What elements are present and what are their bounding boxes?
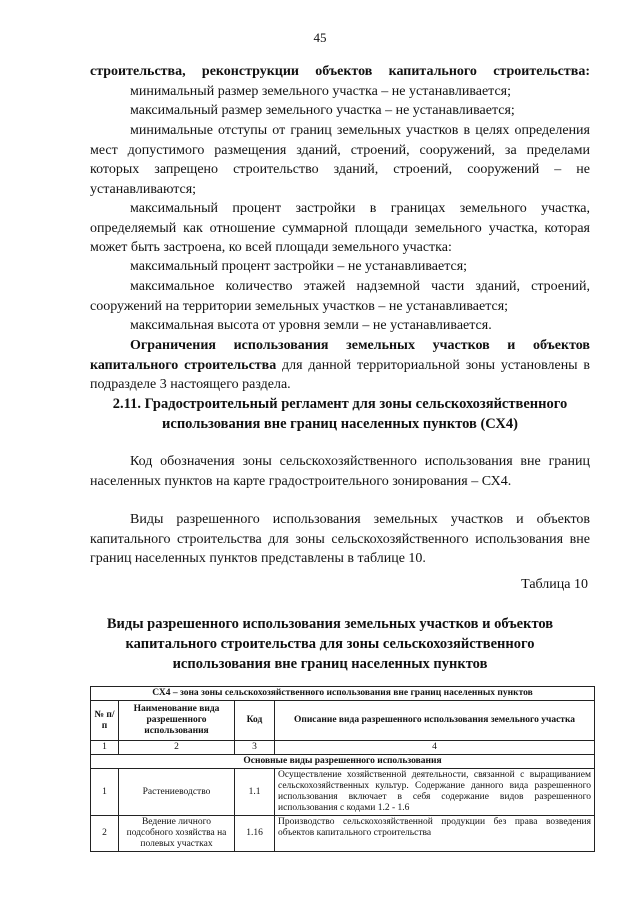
col-number: 1	[91, 741, 119, 755]
col-number: 4	[275, 741, 595, 755]
group-row: Основные виды разрешенного использования	[91, 755, 595, 769]
row-num: 2	[91, 816, 119, 852]
header-code: Код	[235, 701, 275, 741]
paragraph-max-coverage: максимальный процент застройки – не устанавливается;	[130, 259, 468, 274]
header-desc: Описание вида разрешенного использования земельного участка	[275, 701, 595, 741]
paragraph-table-ref: Виды разрешенного использования земельных участков и объектов капитального строительства для зоны сельскохозяйственного использования вне границ населенных пунктов представлены в таблице 10.	[90, 512, 590, 566]
paragraph-min-setbacks: минимальные отступы от границ земельных участков в целях определения мест допустимого размещения зданий, строений, сооружений, за пределами которых запрещено строительство зданий, строений, сооружений – не устанавливаются;	[90, 123, 590, 197]
paragraph-continuation: строительства, реконструкции объектов капитального строительства:	[90, 64, 590, 79]
restrictions-rest: для данной территориальной зоны установлены в подразделе 3 настоящего раздела.	[90, 357, 590, 392]
table-row	[91, 816, 595, 852]
col-number: 3	[235, 741, 275, 755]
restrictions-bold: Ограничения использования земельных участков и объектов капитального строительства	[90, 338, 590, 373]
row-code: 1.16	[235, 816, 275, 852]
row-name: Растениеводство	[119, 769, 235, 816]
table-row	[91, 769, 595, 816]
section-heading: 2.11. Градостроительный регламент для зоны сельскохозяйственного использования вне границ населенных пунктов (СХ4)	[112, 396, 568, 432]
permitted-uses-table	[90, 686, 595, 852]
paragraph-max-coverage-def: максимальный процент застройки в границах земельного участка, определяемый как отношение суммарной площади земельного участка, которая может быть застроена, ко всей площади земельного участка:	[90, 201, 590, 255]
header-name: Наименование вида разрешенного использования	[119, 701, 235, 741]
header-num: № п/п	[91, 701, 119, 741]
paragraph-max-floors: максимальное количество этажей надземной части зданий, строений, сооружений на территории земельных участков – не устанавливается;	[90, 279, 590, 314]
row-name: Ведение личного подсобного хозяйства на полевых участках	[119, 816, 235, 852]
paragraph-zone-code: Код обозначения зоны сельскохозяйственного использования вне границ населенных пунктов на карте градостроительного зонирования – СХ4.	[90, 454, 590, 489]
table-label: Таблица 10	[521, 577, 588, 592]
table-title: Виды разрешенного использования земельных участков и объектов капитального строительства для зоны сельскохозяйственного использования вне границ населенных пунктов	[106, 616, 554, 672]
row-desc: Производство сельскохозяйственной продукции без права возведения объектов капитального строительства	[275, 816, 595, 852]
row-code: 1.1	[235, 769, 275, 816]
col-number: 2	[119, 741, 235, 755]
table-caption: СХ4 – зона зоны сельскохозяйственного использования вне границ населенных пунктов	[91, 687, 595, 701]
paragraph-restrictions	[90, 336, 590, 395]
row-desc: Осуществление хозяйственной деятельности, связанной с выращиванием сельскохозяйственных культур. Содержание данного вида разрешенного использования включает в себя содержание видов разрешенного использования с кодами 1.2 - 1.6	[275, 769, 595, 816]
paragraph-min-plot-size: минимальный размер земельного участка – не устанавливается;	[130, 84, 512, 99]
row-num: 1	[91, 769, 119, 816]
page-number: 45	[313, 30, 327, 45]
paragraph-max-plot-size: максимальный размер земельного участка – не устанавливается;	[130, 103, 515, 118]
paragraph-max-height: максимальная высота от уровня земли – не устанавливается.	[130, 318, 492, 333]
